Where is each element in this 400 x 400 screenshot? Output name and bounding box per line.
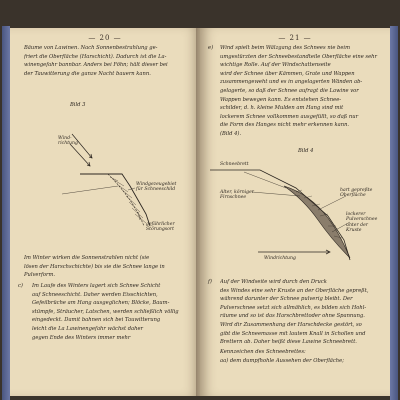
text-line: lösen der Harschschichte) bis sie die Schnee lange in	[24, 263, 165, 270]
item-marker-f: f)	[208, 279, 212, 285]
figure-caption: Bild 4	[298, 148, 314, 154]
paragraph-middle	[24, 254, 192, 280]
text-line: auf Schneeschicht. Daher werden Eisschichten,	[32, 291, 158, 298]
paragraph-top	[24, 44, 192, 78]
text-line: lockerem Schnee vollkommen ausgefüllt, so daß nur	[220, 113, 359, 120]
text-line: stümpfe, Sträucher, Latschen, werden schließlich völlig	[32, 308, 179, 315]
paragraph-item-c	[32, 282, 194, 342]
wind-arrow	[258, 250, 330, 254]
paragraph-item-e	[220, 44, 384, 139]
text-line: Pulverform.	[24, 272, 56, 279]
text-line: aa) dem dumpfhohle Aussehen der Oberfläche;	[220, 357, 344, 364]
text-line: friert die Oberfläche (Harschicht). Dadurch ist die La-	[24, 53, 167, 60]
paragraph-kennzeichen	[220, 348, 384, 365]
text-line: umgestürzten der Schneebestandteile Oberfläche eine sehr	[220, 53, 377, 60]
label-schneebrett: Schneebrett	[220, 162, 249, 167]
text-line: wichtige Rolle. Auf der Windschattenseite	[220, 62, 331, 69]
text-line: Brettern ab. Daher heißt diese Lawine Schneebrett.	[220, 339, 357, 346]
label-wind-direction: Wind- richtung	[58, 136, 78, 147]
label-gefaehrlich: gefährlicher Störungsort	[146, 222, 175, 233]
left-page	[10, 28, 200, 396]
text-line: räume und so ist das Harschbrettoder ohne Spannung.	[220, 313, 365, 320]
text-line: Im Laufe des Winters lagert sich Schnee Schicht	[32, 283, 161, 289]
label-altes: Alter, körniger Firnschnee	[220, 190, 254, 201]
text-line: der Tauwitterung die ganze Nacht bauern kann.	[24, 70, 151, 77]
text-line: gibt die Schneemasse mit lautem Knall in Schollen und	[220, 330, 366, 337]
text-line: schilder, d. h. kleine Mulden am Hang sind mit	[220, 105, 344, 112]
text-line: eingedeckt. Damit bahnen sich bei Tauwitterung	[32, 317, 161, 324]
text-line: des Windes eine sehr Kruste an der Oberfläche gepreßt,	[220, 287, 369, 294]
item-marker-e: e)	[208, 45, 214, 51]
text-line: Gefeilbrüche am Hang ausgeglichen; Blöcke, Baum-	[32, 300, 170, 307]
right-page	[200, 28, 390, 396]
text-line: Wind spielt beim Wälzgang des Schnees nie beim	[220, 45, 351, 51]
figure-caption: Bild 3	[70, 102, 86, 108]
page-number: — 21 —	[278, 34, 312, 42]
text-line: Kennzeichen des Schneebrettes:	[220, 349, 306, 355]
label-windrichtung: Windrichtung	[264, 256, 296, 261]
text-line: wird der Schnee über Kämmen, Grate und Wappen	[220, 70, 355, 77]
text-line: Wappen bewegen kann. Es entstehen Schnee-	[220, 96, 342, 103]
text-line: zusammengeweht und es in angelagerten Wänden ab-	[220, 79, 363, 86]
text-line: winengefahr bannbar. Anders bei Föhn; hält dieser bei	[24, 62, 168, 69]
cover-edge-left	[2, 26, 10, 400]
label-lockerer: lockerer Pulverschnee unter der Kruste	[346, 212, 378, 234]
text-line: Pulverschnee setzt sich allmählich, es bilden sich Hohl-	[220, 304, 367, 311]
text-line: (Bild 4).	[220, 130, 242, 137]
text-line: Auf der Windseite wird durch den Druck	[220, 279, 327, 285]
text-line: während darunter der Schnee pulverig bleibt. Der	[220, 296, 353, 303]
label-hart: hart gepreßte Oberfläche	[340, 188, 373, 199]
label-windgezeug: Windgezeugebiet für Schneeschild	[136, 182, 177, 193]
text-line: gegen Ende des Winters immer mehr	[32, 334, 131, 341]
text-line: gelagerte, so daß der Schnee aufragt die Lawine vor	[220, 87, 359, 94]
text-line: die Form des Hanges nicht mehr erkennen kann.	[220, 122, 350, 129]
slope-ground	[210, 170, 350, 260]
page-number: — 20 —	[88, 34, 122, 42]
text-line: leicht die La Lawinengefahr wächst daher	[32, 325, 143, 332]
text-line: Wird dir Zusammenhang der Harschdecke gestört, so	[220, 321, 362, 328]
paragraph-item-f	[220, 278, 384, 347]
cover-edge-right	[390, 26, 398, 400]
figure-bild-4	[200, 152, 390, 264]
item-marker: c)	[18, 283, 23, 289]
text-line: Bäume von Lawinen. Nach Sonnenbestrahlung ge-	[24, 45, 158, 51]
text-line: Im Winter wirken die Sonnenstrahlen nicht (sie	[24, 255, 150, 261]
